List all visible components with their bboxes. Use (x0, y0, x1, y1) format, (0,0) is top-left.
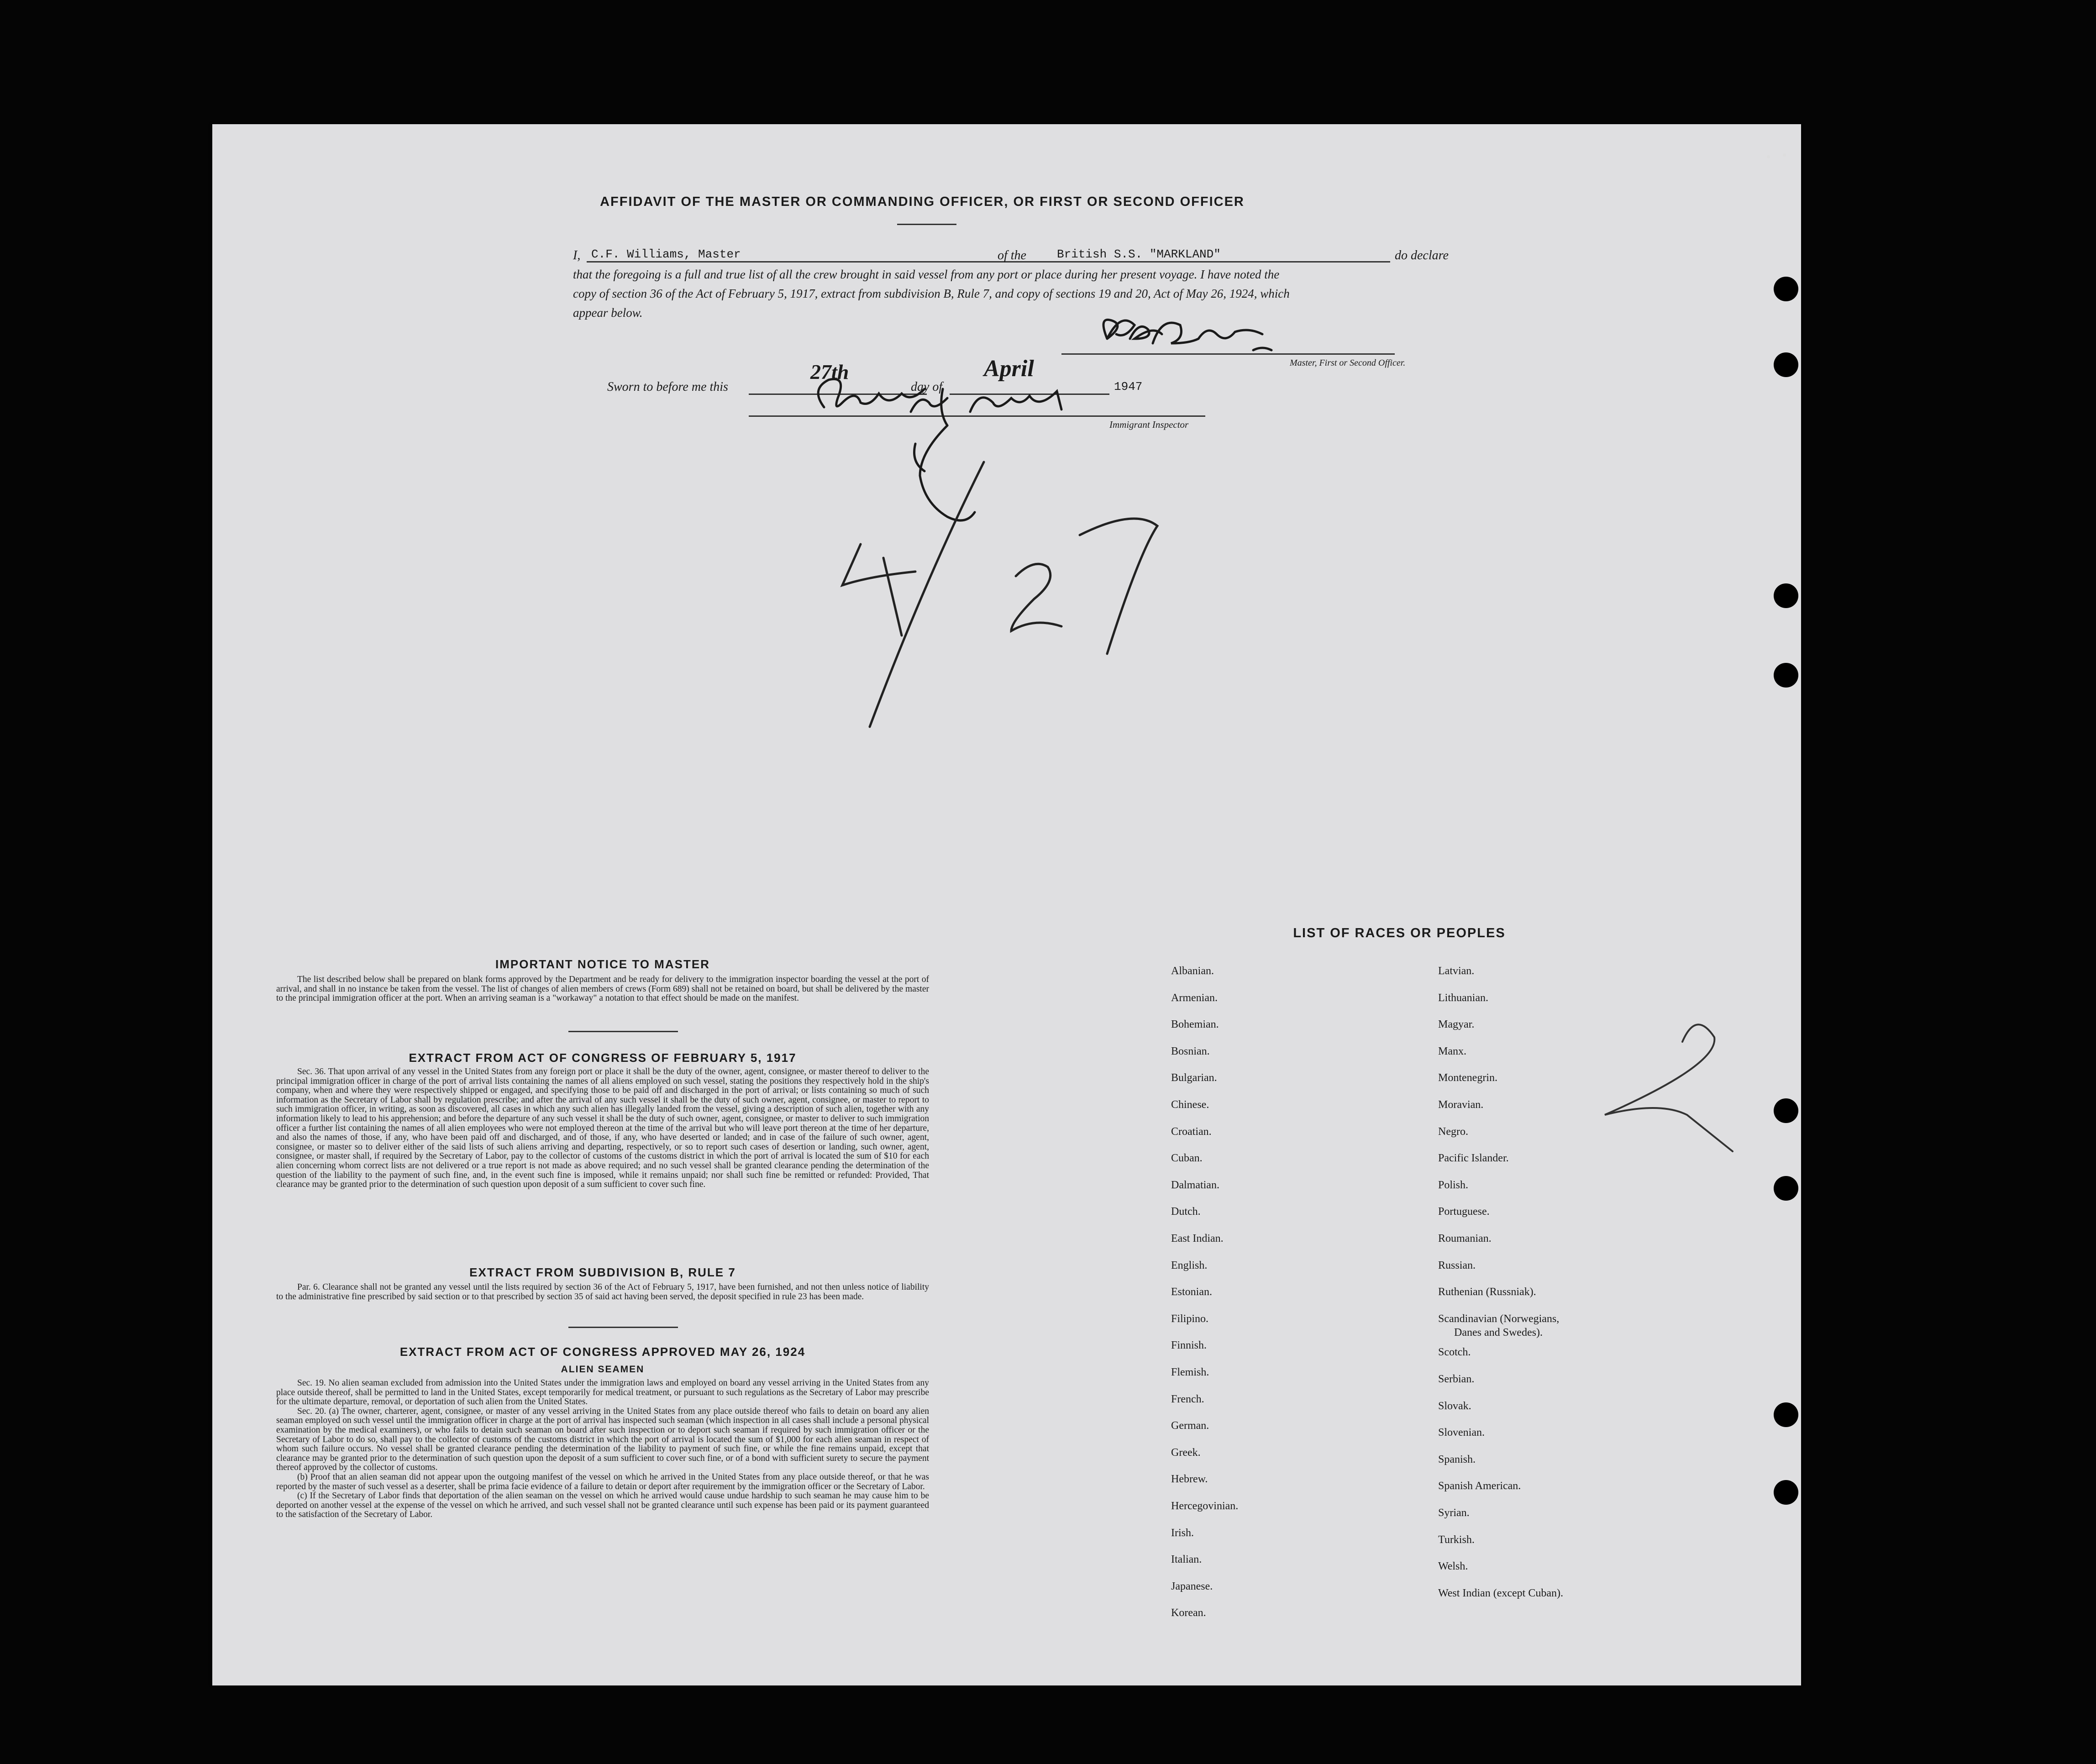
signature-caption: Master, First or Second Officer. (1290, 358, 1406, 368)
race-item: Bulgarian. (1171, 1072, 1217, 1084)
race-item: Estonian. (1171, 1286, 1212, 1298)
race-item: Turkish. (1438, 1534, 1475, 1546)
race-item: English. (1171, 1260, 1208, 1271)
race-item: Dutch. (1171, 1206, 1201, 1218)
handwritten-date (842, 462, 1157, 727)
sec-20b-text: (b) Proof that an alien seaman did not appear upon the outgoing manifest of the vessel on which he arrived in the United States from any place outside thereof, or that he was reported by the master of such vessel as a deserter, shall be prima facie evidence of a failure to detain or deport after requirement by the immigration officer or the Secretary of Labor. (276, 1472, 929, 1491)
race-item: Welsh. (1438, 1560, 1468, 1572)
do-declare-label: do declare (1395, 248, 1449, 262)
race-item: Spanish American. (1438, 1480, 1521, 1492)
rule-7-heading: EXTRACT FROM SUBDIVISION B, RULE 7 (469, 1265, 736, 1279)
sworn-label: Sworn to before me this (607, 380, 728, 394)
race-item: Bohemian. (1171, 1018, 1219, 1030)
extract-1917-heading: EXTRACT FROM ACT OF CONGRESS OF FEBRUARY 5, 1917 (409, 1051, 797, 1065)
sec-19-text: Sec. 19. No alien seaman excluded from admission into the United States under the immigration laws and employed on board any vessel arriving in the United States from any place outside thereof, shall be permitted to land in the United States, except temporarily for medical treatment, or pursuant to such regulations as the Secretary of Labor may prescribe for the ultimate departure, removal, or deportation of such alien from the United States. (276, 1378, 929, 1407)
race-item: Pacific Islander. (1438, 1152, 1509, 1164)
race-item: Bosnian. (1171, 1045, 1210, 1057)
alien-seamen-heading: ALIEN SEAMEN (561, 1364, 645, 1375)
race-item: West Indian (except Cuban). (1438, 1587, 1563, 1599)
race-item: French. (1171, 1393, 1204, 1405)
race-item: Syrian. (1438, 1507, 1470, 1519)
affidavit-line-3: copy of section 36 of the Act of February 5, 1917, extract from subdivision B, Rule 7, and copy of sections 19 and 20, Act of May 26, 1924, which (573, 287, 1290, 300)
par-6-text: Par. 6. Clearance shall not be granted any vessel until the lists required by section 36 of the Act of February 5, 1917, have been furnished, and not then unless notice of liability to the administrative fine prescribed by said section or to that prescribed by section 35 of said act having been served, the deposit specified in rule 23 has been made. (276, 1282, 929, 1302)
notice-text: The list described below shall be prepared on blank forms approved by the Department and be ready for delivery to the immigration inspector boarding the vessel at the port of arrival, and shall in no instance be taken from the vessel. The list of changes of alien members of crews (Form 689) shall not be retained on board, but shall be delivered by the master to the principal immigration officer at the port. When an arriving seaman is a "workaway" a notation to that effect should be made on the manifest. (276, 975, 929, 1003)
race-item: Manx. (1438, 1045, 1466, 1057)
race-item: Russian. (1438, 1260, 1476, 1271)
race-item: Greek. (1171, 1447, 1201, 1459)
sworn-year: 1947 (1114, 380, 1143, 394)
race-item: Latvian. (1438, 965, 1475, 977)
races-heading: LIST OF RACES OR PEOPLES (1293, 926, 1506, 940)
sec-20c-text: (c) If the Secretary of Labor finds that deportation of the alien seaman on the vessel on which he arrived would cause undue hardship to such seaman he may cause him to be deported on another vessel at the expense of the vessel on which he arrived, and such vessel shall not be granted clearance until such expense has been paid or its payment guaranteed to the satisfaction of the Secretary of Labor. (276, 1491, 929, 1520)
race-item: Slovak. (1438, 1400, 1471, 1412)
speck (1767, 155, 1770, 158)
affidavit-line-4: appear below. (573, 306, 643, 320)
notice-body (276, 975, 929, 1003)
extract-1924-heading: EXTRACT FROM ACT OF CONGRESS APPROVED MAY 26, 1924 (399, 1345, 806, 1359)
rule-7-body (276, 1283, 929, 1302)
race-item: Flemish. (1171, 1366, 1209, 1378)
sworn-month: April (984, 356, 1034, 382)
sec-20a-text: Sec. 20. (a) The owner, charterer, agent, consignee, or master of any vessel arriving in the United States from any place outside thereof who fails to detain on board any alien seaman employed on such vessel until the immigration officer in charge at the port of arrival has inspected such seaman (which inspection in all cases shall include a personal physical examination by the medical examiners), or who fails to detain such seaman on board after such inspection or to deport such seaman if required by such immigration officer or the Secretary of Labor to do so, shall pay to the collector of customs of the customs district in which the port of arrival is located the sum of $1,000 for each alien seaman in respect of whom such failure occurs. No vessel shall be granted clearance pending the determination of the liability to payment of such fine, or while the fine remains unpaid, except that clearance may be granted prior to the determination of such question upon the deposit of a sum sufficient to cover such fine, or of a bond with sufficient surety to secure the payment thereof approved by the collector of customs. (276, 1406, 929, 1473)
race-item: Irish. (1171, 1527, 1194, 1539)
race-item: Polish. (1438, 1179, 1469, 1191)
race-item: Hercegovinian. (1171, 1500, 1239, 1512)
race-item: Ruthenian (Russniak). (1438, 1286, 1536, 1298)
race-item: Montenegrin. (1438, 1072, 1497, 1084)
race-item: German. (1171, 1420, 1209, 1432)
inspector-signature (818, 379, 1061, 520)
race-item: Hebrew. (1171, 1473, 1208, 1485)
race-item: Japanese. (1171, 1580, 1213, 1592)
notice-heading: IMPORTANT NOTICE TO MASTER (495, 957, 710, 971)
race-item: Finnish. (1171, 1339, 1207, 1351)
race-item: Armenian. (1171, 992, 1218, 1004)
vessel-name: British S.S. "MARKLAND" (1057, 247, 1221, 261)
sworn-day: 27th (810, 360, 849, 383)
race-item: Croatian. (1171, 1126, 1212, 1138)
master-signature (1103, 320, 1271, 350)
race-item: Spanish. (1438, 1454, 1476, 1465)
document-page (212, 124, 1801, 1685)
race-item: Negro. (1438, 1126, 1468, 1138)
race-item: Lithuanian. (1438, 992, 1488, 1004)
race-item: Filipino. (1171, 1313, 1209, 1325)
speck (1783, 153, 1786, 157)
inspector-caption: Immigrant Inspector (1109, 419, 1189, 430)
race-item: Scotch. (1438, 1346, 1471, 1358)
handwritten-page-number (1605, 1024, 1733, 1151)
sec-36-text: Sec. 36. That upon arrival of any vessel in the United States from any foreign port or place it shall be the duty of the owner, agent, consignee, or master thereof to deliver to the principal immigration officer in charge of the port of arrival lists containing the names of all aliens employed on such vessel, stating the positions they respectively hold in the ship's company, when and where they were respectively shipped or engaged, and specifying those to be paid off and discharged in the port of arrival; or lists containing so much of such information as the Secretary of Labor shall by regulation prescribe; and after the arrival of any such vessel it shall be the duty of such owner, agent, consignee, or master to report to such immigration officer, in writing, as soon as discovered, all cases in which any such alien has illegally landed from the vessel, giving a description of such alien, together with any information likely to lead to his apprehension; and before the departure of any such vessel it shall be the duty of such owner, agent, consignee, or master to deliver to such immigration officer a further list containing the names of all alien employees who were not employed thereon at the time of the arrival but who will leave port thereon at the time of her departure, and also the names of those, if any, who have been paid off and discharged, and of those, if any, who have deserted or landed; and in case of the failure of such owner, agent, consignee, or master so to deliver either of the said lists of such aliens arriving and departing, respectively, or so to report such cases of desertion or landing, such owner, agent, consignee, or master shall, if required by the Secretary of Labor, pay to the collector of customs of the customs district in which the port of arrival is located the sum of $10 for each alien concerning whom correct lists are not delivered or a true report is not made as above required; and no such vessel shall be granted clearance pending the determination of the question of the liability to the payment of such fine, and, in the event such fine is imposed, while it remains unpaid; nor shall such fine be remitted or refunded: Provided, That clearance may be granted prior to the determination of such question upon deposit of a sum sufficient to cover such fine. (276, 1067, 929, 1190)
extract-1924-body (276, 1379, 929, 1520)
extract-1917-body (276, 1067, 929, 1190)
race-item: Moravian. (1438, 1099, 1484, 1111)
race-item: Magyar. (1438, 1018, 1475, 1030)
day-of-label: day of (911, 380, 943, 394)
divider (568, 1031, 678, 1032)
race-item: Chinese. (1171, 1099, 1209, 1111)
race-item: Portuguese. (1438, 1206, 1490, 1218)
race-item: Korean. (1171, 1607, 1206, 1619)
race-item: Albanian. (1171, 965, 1214, 977)
race-item: East Indian. (1171, 1233, 1224, 1244)
race-item: Dalmatian. (1171, 1179, 1219, 1191)
race-item: Cuban. (1171, 1152, 1203, 1164)
race-item: Scandinavian (Norwegians, (1438, 1313, 1560, 1325)
affidavit-prefix: I, (573, 248, 581, 262)
affidavit-line-2: that the foregoing is a full and true list of all the crew brought in said vessel from any port or place during her present voyage. I have noted the (573, 268, 1280, 281)
affidavit-title: AFFIDAVIT OF THE MASTER OR COMMANDING OFFICER, OR FIRST OR SECOND OFFICER (600, 194, 1245, 209)
of-the-label: of the (998, 248, 1026, 262)
divider (568, 1327, 678, 1328)
race-item: Serbian. (1438, 1373, 1475, 1385)
master-name: C.F. Williams, Master (591, 247, 741, 261)
race-item: Danes and Swedes). (1454, 1327, 1543, 1339)
race-item: Roumanian. (1438, 1233, 1492, 1244)
race-item: Italian. (1171, 1554, 1202, 1565)
race-item: Slovenian. (1438, 1427, 1485, 1438)
